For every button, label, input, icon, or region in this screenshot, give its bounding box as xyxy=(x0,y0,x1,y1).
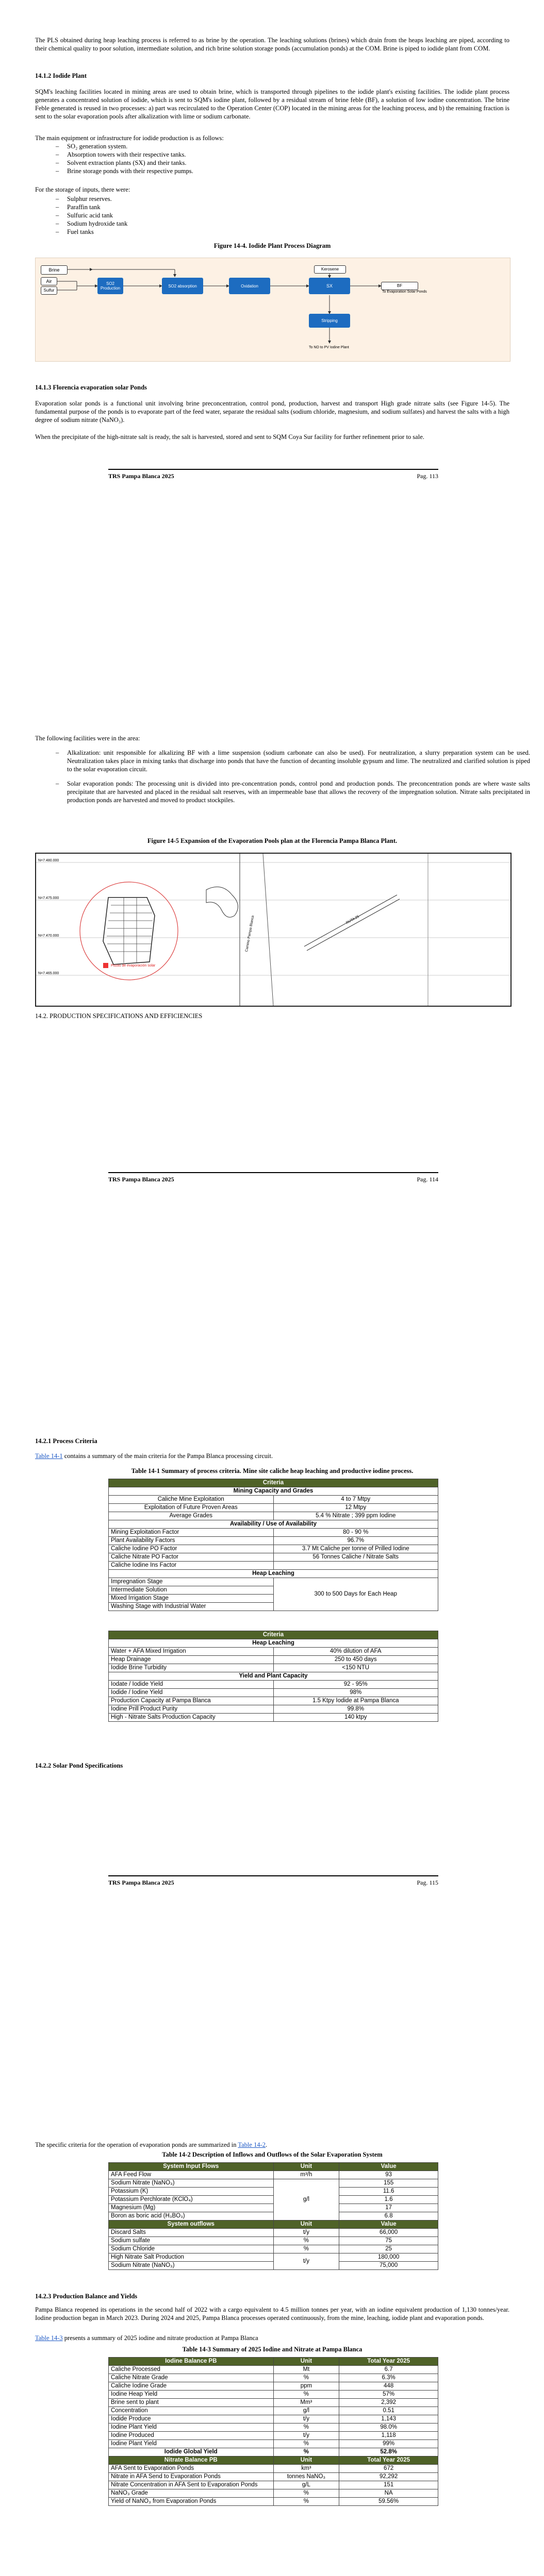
table-cell: Sodium sulfate xyxy=(109,2237,274,2245)
brine-box xyxy=(41,265,68,275)
table-cell: 140 ktpy xyxy=(273,1714,438,1722)
table-cell: Iodide Produce xyxy=(109,2415,274,2424)
list-item: – Sodium hydroxide tank xyxy=(67,219,480,228)
table-cell: km³ xyxy=(273,2465,339,2473)
table-row xyxy=(109,1578,438,1586)
table-title: Table 14-3 Summary of 2025 Iodine and Nitrate at Pampa Blanca xyxy=(182,2346,362,2353)
table-row xyxy=(109,2391,438,2399)
map-svg xyxy=(36,854,510,1006)
table-section: Availability / Use of Availability xyxy=(109,1520,438,1529)
table-section: Heap Leaching xyxy=(109,1639,438,1648)
table-cell: 1.6 xyxy=(339,2196,438,2204)
table-cell: 80 - 90 % xyxy=(273,1529,438,1537)
to-evaporation-note: To Evaporation Solar Ponds xyxy=(382,290,427,294)
table-cell: % xyxy=(273,2489,339,2498)
table-cell: Heap Drainage xyxy=(109,1656,274,1664)
table-cell: Caliche Processed xyxy=(109,2366,274,2374)
inputs-intro: For the storage of inputs, there were: xyxy=(35,186,130,193)
table-cell: Caliche Nitrate Grade xyxy=(109,2374,274,2382)
process-criteria-intro xyxy=(35,1452,509,1460)
table-cell: Caliche Mine Exploitation xyxy=(109,1496,274,1504)
table-row xyxy=(109,1553,438,1562)
page-footer xyxy=(108,1875,438,1887)
table-cell: % xyxy=(273,2237,339,2245)
equipment-intro: The main equipment or infrastructure for iodide production is as follows: xyxy=(35,134,224,142)
table-cell: g/l xyxy=(273,2407,339,2415)
equipment-list xyxy=(46,142,480,175)
table-cell: 180,000 xyxy=(339,2253,438,2262)
sx-box xyxy=(309,278,350,294)
table-link[interactable]: Table 14-2 xyxy=(238,2141,266,2148)
table-cell: AFA Feed Flow xyxy=(109,2171,274,2179)
figure-title: Figure 14-4. Iodide Plant Process Diagram xyxy=(213,242,331,249)
route-label: RUTA 25 xyxy=(345,914,360,925)
page-115 xyxy=(0,1406,544,2110)
table-cell: % xyxy=(273,2391,339,2399)
table-cell: 155 xyxy=(339,2179,438,2188)
table-cell: 92,292 xyxy=(339,2473,438,2481)
table-cell: t/y xyxy=(273,2432,339,2440)
table-cell: Caliche Iodine Grade xyxy=(109,2382,274,2391)
table-cell: 6.3% xyxy=(339,2374,438,2382)
iodide-plant-paragraph: SQM's leaching facilities located in mining areas are used to obtain brine, which is transported through pipelines to the iodide plant's existing facilities. The iodide plant process generates a concentrated solution of iodide, which is sent to SQM's iodine plant, followed by a residual stream of brine feble (BF), a solution of low iodine concentration. The brine Feble generated is reused in two processes: a) part was recirculated to the Operation Center (COP) located in the mining areas for the leaching process, and b) the remaining fraction is sent to the solar evaporation pools after alkalization with lime or sodium carbonate. xyxy=(35,88,509,120)
table-row xyxy=(109,2489,438,2498)
table-cell: Plant Availability Factors xyxy=(109,1537,274,1545)
table-cell: 98.0% xyxy=(339,2424,438,2432)
table-cell: Iodine Plant Yield xyxy=(109,2440,274,2448)
table-cell: 93 xyxy=(339,2171,438,2179)
table-cell: NA xyxy=(339,2489,438,2498)
table-row xyxy=(109,2498,438,2506)
table-cell: 92 - 95% xyxy=(273,1681,438,1689)
table-section: Heap Leaching xyxy=(109,1570,438,1578)
sx-label: SX xyxy=(326,283,333,289)
table-cell: % xyxy=(273,2424,339,2432)
criteria-table-1 xyxy=(108,1479,438,1611)
air-label: Air xyxy=(46,279,52,284)
table-header: Unit xyxy=(273,2163,339,2171)
table-cell: 40% dilution of AFA xyxy=(273,1648,438,1656)
table-cell: g/L xyxy=(273,2481,339,2489)
table-row xyxy=(109,2424,438,2432)
table-cell: % xyxy=(273,2374,339,2382)
table-row xyxy=(109,1512,438,1520)
footer-title: TRS Pampa Blanca 2025 xyxy=(108,1176,174,1183)
table-row xyxy=(109,2399,438,2407)
table-row xyxy=(109,2473,438,2481)
table-cell: Production Capacity at Pampa Blanca xyxy=(109,1697,274,1705)
table-cell: t/y xyxy=(273,2415,339,2424)
table-cell: 4 to 7 Mtpy xyxy=(273,1496,438,1504)
table-cell: % xyxy=(273,2448,339,2456)
table-cell: 99% xyxy=(339,2440,438,2448)
table-cell: 3.7 Mt Caliche per tonne of Prilled Iodine xyxy=(273,1545,438,1553)
footer-page-number: Pag. 113 xyxy=(417,472,438,480)
list-item: – Absorption towers with their respective tanks. xyxy=(67,150,480,159)
production-summary-table xyxy=(108,2357,438,2506)
table-cell: 300 to 500 Days for Each Heap xyxy=(273,1578,438,1611)
table-header: System Input Flows xyxy=(109,2163,274,2171)
table-row xyxy=(109,1545,438,1553)
so2-production-box xyxy=(97,278,123,294)
table-cell: % xyxy=(273,2498,339,2506)
table-header: Total Year 2025 xyxy=(339,2456,438,2465)
map-coord-label: N=7.470.000 xyxy=(38,934,59,938)
page-113 xyxy=(0,0,544,703)
table-cell: Sodium Nitrate (NaNO₃) xyxy=(109,2179,274,2188)
table-cell: Average Grades xyxy=(109,1512,274,1520)
table-cell: Discard Salts xyxy=(109,2229,274,2237)
table-cell: Potassium (K) xyxy=(109,2188,274,2196)
table-cell: 98% xyxy=(273,1689,438,1697)
table-cell: Mixed Irrigation Stage xyxy=(109,1595,274,1603)
section-heading-production: 14.2. PRODUCTION SPECIFICATIONS AND EFFICIENCIES xyxy=(35,1012,203,1020)
table-row xyxy=(109,1705,438,1714)
table-row xyxy=(109,2407,438,2415)
table-header: Criteria xyxy=(109,1479,438,1487)
section-heading-process-criteria: 14.2.1 Process Criteria xyxy=(35,1437,97,1445)
table-cell: 96.7% xyxy=(273,1537,438,1545)
kerosene-box xyxy=(314,265,346,274)
sulfur-label: Sulfur xyxy=(43,288,55,293)
table-cell: Sodium Chloride xyxy=(109,2245,274,2253)
table-row xyxy=(109,2448,438,2456)
page-footer xyxy=(108,1172,438,1183)
table-cell: 1,143 xyxy=(339,2415,438,2424)
table-row xyxy=(109,2465,438,2473)
stripping-box xyxy=(309,314,350,328)
list-item: – Solvent extraction plants (SX) and their tanks. xyxy=(67,159,480,167)
table-cell: Brine sent to plant xyxy=(109,2399,274,2407)
table-cell: Iodide / Iodine Yield xyxy=(109,1689,274,1697)
table-header: Value xyxy=(339,2163,438,2171)
table-row xyxy=(109,1529,438,1537)
map-coord-label: N=7.465.000 xyxy=(38,972,59,975)
table-cell: Nitrate Concentration in AFA Sent to Evaporation Ponds xyxy=(109,2481,274,2489)
table-cell: Caliche Nitrate PO Factor xyxy=(109,1553,274,1562)
table-cell: Water + AFA Mixed Irrigation xyxy=(109,1648,274,1656)
table-header: Unit xyxy=(273,2358,339,2366)
table-cell: Iodide Global Yield xyxy=(109,2448,274,2456)
list-item: – Solar evaporation ponds: The processing unit is divided into pre-concentration ponds, control pond and production ponds. The preconcentration ponds are where waste salts precipitate that are harvested and placed in the residual salt reserves, with an impermeable base that allows the recovery of the impregnation solution. Nitrate salts precipitated in production ponds are harvested and moved to product stockpiles. xyxy=(67,779,530,804)
table-cell: Iodine Heap Yield xyxy=(109,2391,274,2399)
list-item: – SO₂ generation system. xyxy=(67,142,480,150)
table-cell: 2,392 xyxy=(339,2399,438,2407)
table-section: Mining Capacity and Grades xyxy=(109,1487,438,1496)
map-coord-label: N=7.475.000 xyxy=(38,896,59,900)
road-label: Camino Pampa Blanca xyxy=(245,915,255,953)
table-cell: 25 xyxy=(339,2245,438,2253)
table-cell: Mining Exploitation Factor xyxy=(109,1529,274,1537)
table-row xyxy=(109,1714,438,1722)
footer-page-number: Pag. 115 xyxy=(417,1879,438,1886)
stripping-label: Stripping xyxy=(321,318,338,323)
intro-paragraph: The PLS obtained during heap leaching process is referred to as brine by the operation. The leaching solutions (brines) which drain from the heaps leaching are piped, according to their chemical quality to poor solution, intermediate solution, and rich brine solution storage ponds (accumulation ponds) at the COM. Brine is piped to iodide plant from COM. xyxy=(35,37,509,52)
florencia-paragraph: Evaporation solar ponds is a functional unit involving brine preconcentration, control pond, production, harvest and transport High grade nitrate salts (see Figure 14-5). The fundamental purpose of the ponds is to evaporate part of the feed water, separate the residual salts (sodium chloride, magnesium, and sodium sulfates) and harvest the salts with a high degree of sodium nitrate (NaNO₃). xyxy=(35,400,509,423)
section-heading-production-balance: 14.2.3 Production Balance and Yields xyxy=(35,2293,138,2300)
table-cell: 1.5 Ktpy Iodide at Pampa Blanca xyxy=(273,1697,438,1705)
kerosene-label: Kerosene xyxy=(321,267,339,272)
table-cell: Sodium Nitrate (NaNO₃) xyxy=(109,2262,274,2270)
table-cell: Iodine Plant Yield xyxy=(109,2424,274,2432)
table-header: Unit xyxy=(273,2456,339,2465)
air-box xyxy=(41,277,57,285)
table-cell: 99.8% xyxy=(273,1705,438,1714)
table-cell: High - Nitrate Salts Production Capacity xyxy=(109,1714,274,1722)
list-item: – Alkalization: unit responsible for alkalizing BF with a lime suspension (sodium carbonate can also be used). For neutralization, a slurry preparation system can be used. Neutralization takes place in mixing tanks that discharge into ponds that have the function of decanting insoluble gypsum and lime. The neutralized and clarified solution is piped to the solar evaporation circuit. xyxy=(67,749,530,773)
to-iodine-plant-note: To NO to PV Iodine Plant xyxy=(309,346,349,349)
table-cell: Nitrate in AFA Send to Evaporation Ponds xyxy=(109,2473,274,2481)
facilities-list xyxy=(46,749,530,804)
table-cell: 75 xyxy=(339,2237,438,2245)
solar-pond-intro xyxy=(35,2141,509,2149)
so2-absorption-label: SO2 absorption xyxy=(168,283,197,289)
table-header: Nitrate Balance PB xyxy=(109,2456,274,2465)
table-cell: 672 xyxy=(339,2465,438,2473)
map-coord-label: N=7.480.000 xyxy=(38,859,59,862)
table-cell: 0.51 xyxy=(339,2407,438,2415)
inflow-outflow-table xyxy=(108,2162,438,2270)
table-cell: 59.56% xyxy=(339,2498,438,2506)
table-section: Yield and Plant Capacity xyxy=(109,1672,438,1681)
table-cell: Intermediate Solution xyxy=(109,1586,274,1595)
table-row xyxy=(109,1664,438,1672)
table-row xyxy=(109,2179,438,2188)
so2-production-label: SO2 Production xyxy=(100,281,121,291)
table-header: System outflows xyxy=(109,2221,274,2229)
page-116 xyxy=(0,2110,544,2576)
table-row xyxy=(109,2440,438,2448)
table-row xyxy=(109,1697,438,1705)
footer-title: TRS Pampa Blanca 2025 xyxy=(108,1879,174,1886)
table-link[interactable]: Table 14-3 xyxy=(35,2334,63,2342)
table-cell: 66,000 xyxy=(339,2229,438,2237)
table-row xyxy=(109,2374,438,2382)
harvest-paragraph: When the precipitate of the high-nitrate salt is ready, the salt is harvested, stored and sent to SQM Coya Sur facility for further refinement prior to sale. xyxy=(35,433,424,440)
footer-page-number: Pag. 114 xyxy=(417,1176,438,1183)
pond-note-label: Pozas de evaporación solar xyxy=(111,964,156,968)
table-cell: 11.6 xyxy=(339,2188,438,2196)
bf-label: BF xyxy=(397,283,403,288)
intro-pre: The specific criteria for the operation of evaporation ponds are summarized in xyxy=(35,2141,238,2148)
inputs-list xyxy=(46,195,480,236)
table-cell: Mt xyxy=(273,2366,339,2374)
iodide-process-diagram xyxy=(35,258,510,362)
table-cell: t/y xyxy=(273,2253,339,2270)
table-row xyxy=(109,1689,438,1697)
table-cell: 57% xyxy=(339,2391,438,2399)
table-header: Total Year 2025 xyxy=(339,2358,438,2366)
table-header: Unit xyxy=(273,2221,339,2229)
page-114 xyxy=(0,703,544,1406)
intro-rest: presents a summary of 2025 iodine and nitrate production at Pampa Blanca xyxy=(62,2334,258,2342)
table-cell: Potassium Perchlorate (KClO₄) xyxy=(109,2196,274,2204)
table-cell: Yield of NaNO₃ from Evaporation Ponds xyxy=(109,2498,274,2506)
table-row xyxy=(109,2481,438,2489)
facilities-intro: The following facilities were in the area: xyxy=(35,735,140,742)
table-header: Criteria xyxy=(109,1631,438,1639)
list-item: – Fuel tanks xyxy=(67,228,480,236)
table-cell: Iodine Prill Product Purity xyxy=(109,1705,274,1714)
table-cell: 250 to 450 days xyxy=(273,1656,438,1664)
page-footer xyxy=(108,469,438,480)
table-cell: 448 xyxy=(339,2382,438,2391)
section-heading-florencia: 14.1.3 Florencia evaporation solar Ponds xyxy=(35,384,147,391)
sulfur-box xyxy=(41,286,57,295)
table-row xyxy=(109,1681,438,1689)
table-header: Iodine Balance PB xyxy=(109,2358,274,2366)
table-row xyxy=(109,2366,438,2374)
table-cell: Exploitation of Future Proven Areas xyxy=(109,1504,274,1512)
table-3-intro xyxy=(35,2334,509,2342)
table-title: Table 14-2 Description of Inflows and Outflows of the Solar Evaporation System xyxy=(162,2151,383,2158)
table-cell xyxy=(273,1562,438,1570)
table-row xyxy=(109,1537,438,1545)
table-cell: 6.7 xyxy=(339,2366,438,2374)
table-cell: 6.8 xyxy=(339,2212,438,2221)
figure-title: Figure 14-5 Expansion of the Evaporation Pools plan at the Florencia Pampa Blanca Plant. xyxy=(147,837,398,844)
table-row xyxy=(109,1648,438,1656)
table-row xyxy=(109,1656,438,1664)
table-row xyxy=(109,2415,438,2424)
table-cell: Concentration xyxy=(109,2407,274,2415)
table-cell: Iodine Produced xyxy=(109,2432,274,2440)
table-row xyxy=(109,2229,438,2237)
table-row xyxy=(109,2237,438,2245)
section-heading-iodide-plant: 14.1.2 Iodide Plant xyxy=(35,72,87,79)
table-cell: m³/h xyxy=(273,2171,339,2179)
table-cell: High Nitrate Salt Production xyxy=(109,2253,274,2262)
list-item: – Sulfuric acid tank xyxy=(67,211,480,219)
list-item: – Sulphur reserves. xyxy=(67,195,480,203)
table-row xyxy=(109,2382,438,2391)
table-cell: ppm xyxy=(273,2382,339,2391)
table-link[interactable]: Table 14-1 xyxy=(35,1452,63,1460)
table-row xyxy=(109,1496,438,1504)
table-cell: <150 NTU xyxy=(273,1664,438,1672)
table-cell: Caliche Iodine PO Factor xyxy=(109,1545,274,1553)
table-cell: 17 xyxy=(339,2204,438,2212)
oxidation-label: Oxidation xyxy=(241,283,258,289)
table-cell: NaNO₃ Grade xyxy=(109,2489,274,2498)
table-cell: 12 Mtpy xyxy=(273,1504,438,1512)
table-cell: Caliche Iodine Ins Factor xyxy=(109,1562,274,1570)
table-row xyxy=(109,2432,438,2440)
intro-rest: contains a summary of the main criteria for the Pampa Blanca processing circuit. xyxy=(62,1452,273,1460)
brine-label: Brine xyxy=(48,267,60,273)
table-cell: % xyxy=(273,2440,339,2448)
table-cell: t/y xyxy=(273,2229,339,2237)
footer-title: TRS Pampa Blanca 2025 xyxy=(108,472,174,480)
table-cell: Boron as boric acid (H₃BO₃) xyxy=(109,2212,274,2221)
production-balance-paragraph: Pampa Blanca reopened its operations in the second half of 2022 with a cargo equivalent to 4.5 million tonnes per year, with an iodine equivalent production of 1,130 tonnes/year. Iodine production began in March 2023. During 2024 and 2025, Pampa Blanca processes operated continuously, from the mine, leaching, iodide plant and evaporation ponds. xyxy=(35,2306,509,2321)
section-heading-solar-pond: 14.2.2 Solar Pond Specifications xyxy=(35,1762,123,1769)
list-item: – Paraffin tank xyxy=(67,203,480,211)
table-title: Table 14-1 Summary of process criteria. Mine site caliche heap leaching and productive iodine process. xyxy=(131,1467,414,1475)
table-cell: Mm³ xyxy=(273,2399,339,2407)
table-cell: Iodate / Iodide Yield xyxy=(109,1681,274,1689)
table-cell: 52.8% xyxy=(339,2448,438,2456)
table-cell: Iodide Brine Turbidity xyxy=(109,1664,274,1672)
table-cell: 56 Tonnes Caliche / Nitrate Salts xyxy=(273,1553,438,1562)
table-cell: Magnesium (Mg) xyxy=(109,2204,274,2212)
table-cell: % xyxy=(273,2245,339,2253)
table-row xyxy=(109,1504,438,1512)
evaporation-pools-map xyxy=(35,853,512,1007)
table-cell: Impregnation Stage xyxy=(109,1578,274,1586)
table-cell: 5.4 % Nitrate ; 399 ppm Iodine xyxy=(273,1512,438,1520)
criteria-table-2 xyxy=(108,1631,438,1722)
bf-box xyxy=(381,282,418,290)
table-header: Value xyxy=(339,2221,438,2229)
oxidation-box xyxy=(229,278,270,294)
so2-absorption-box xyxy=(162,278,203,294)
table-row xyxy=(109,2253,438,2262)
table-cell: AFA Sent to Evaporation Ponds xyxy=(109,2465,274,2473)
table-row xyxy=(109,2245,438,2253)
table-cell: 75,000 xyxy=(339,2262,438,2270)
table-cell: 151 xyxy=(339,2481,438,2489)
list-item: – Brine storage ponds with their respective pumps. xyxy=(67,167,480,175)
table-cell: tonnes NaNO₃ xyxy=(273,2473,339,2481)
table-cell: g/l xyxy=(273,2179,339,2221)
intro-post: . xyxy=(266,2141,268,2148)
table-row xyxy=(109,1562,438,1570)
table-cell: Washing Stage with Industrial Water xyxy=(109,1603,274,1611)
table-row xyxy=(109,2171,438,2179)
diagram-svg xyxy=(36,258,510,361)
table-cell: 1,118 xyxy=(339,2432,438,2440)
